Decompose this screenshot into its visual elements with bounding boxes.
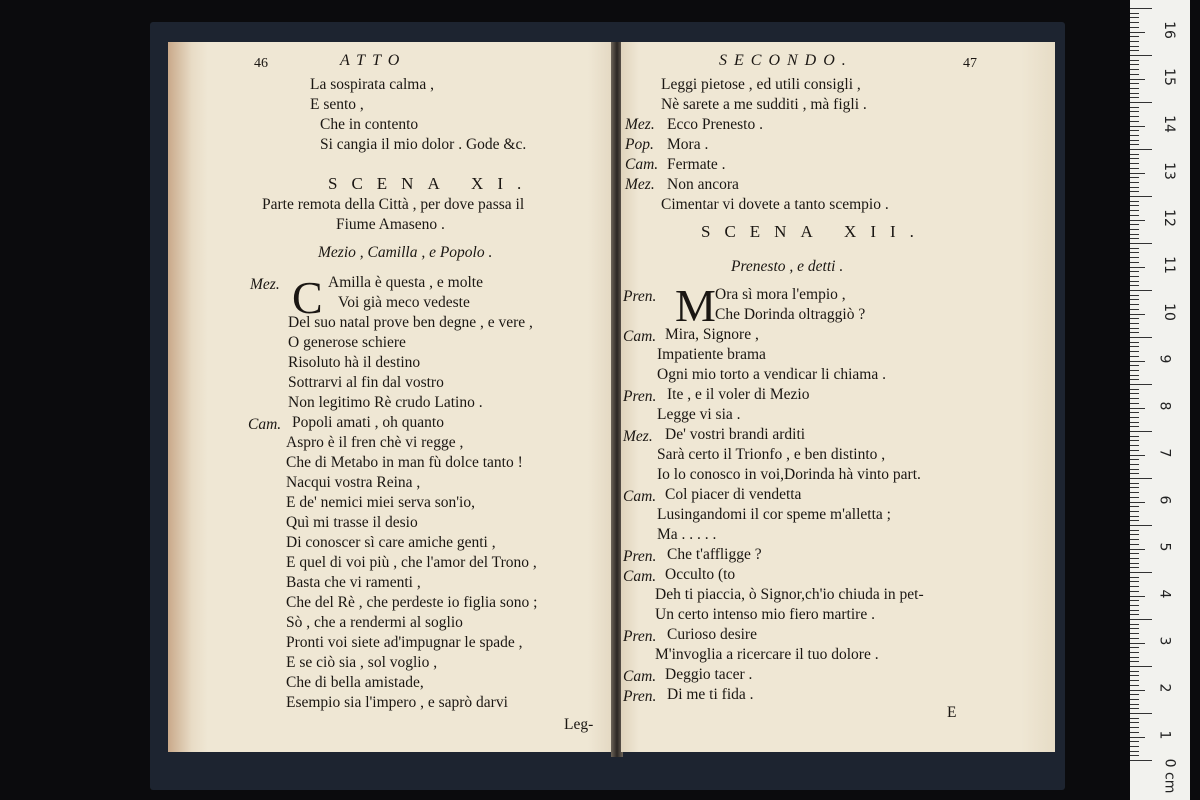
- ruler-tick: [1130, 755, 1139, 756]
- text-line: Voi già meco vedeste: [338, 294, 470, 311]
- ruler-tick: [1130, 262, 1139, 263]
- ruler-tick: [1130, 624, 1139, 625]
- ruler-label: 15: [1160, 68, 1177, 86]
- text-line: Ogni mio torto a vendicar li chiama .: [657, 366, 886, 383]
- text-line: Che del Rè , che perdeste io figlia sono ;: [286, 594, 538, 611]
- text-line: E quel di voi più , che l'amor del Trono ,: [286, 554, 537, 571]
- ruler-tick: [1130, 337, 1152, 338]
- ruler-tick: [1130, 13, 1139, 14]
- ruler-tick: [1130, 27, 1139, 28]
- text-line: Ite , e il voler di Mezio: [667, 386, 810, 403]
- signature-mark: E: [947, 704, 957, 721]
- speaker-label: Cam.: [623, 568, 657, 585]
- ruler-tick: [1130, 713, 1152, 714]
- ruler-tick: [1130, 511, 1139, 512]
- text-line: Del suo natal prove ben degne , e vere ,: [288, 314, 533, 331]
- ruler-tick: [1130, 690, 1145, 691]
- ruler-label: 2: [1156, 683, 1173, 693]
- ruler-tick: [1130, 93, 1139, 94]
- ruler-tick: [1130, 111, 1139, 112]
- ruler-tick: [1130, 8, 1152, 9]
- speaker-label: Pren.: [623, 388, 657, 405]
- text-line: Che Dorinda oltraggiò ?: [715, 306, 866, 323]
- ruler-tick: [1130, 408, 1145, 409]
- ruler-tick: [1130, 652, 1139, 653]
- right-page: [621, 42, 1055, 752]
- speaker-label: Pren.: [623, 288, 657, 305]
- text-line: Popoli amati , oh quanto: [292, 414, 444, 431]
- ruler-tick: [1130, 661, 1139, 662]
- ruler-label: 10: [1160, 303, 1177, 321]
- ruler-tick: [1130, 473, 1139, 474]
- ruler-tick: [1130, 74, 1139, 75]
- ruler-tick: [1130, 657, 1139, 658]
- ruler-tick: [1130, 46, 1139, 47]
- catchword: Leg-: [564, 716, 594, 733]
- ruler-tick: [1130, 346, 1139, 347]
- ruler-label: 6: [1156, 495, 1173, 505]
- text-line: Fermate .: [667, 156, 726, 173]
- ruler-tick: [1130, 285, 1139, 286]
- ruler-tick: [1130, 50, 1139, 51]
- ruler-label: 7: [1156, 448, 1173, 458]
- text-line: Di me ti fida .: [667, 686, 754, 703]
- ruler-tick: [1130, 450, 1139, 451]
- scene-heading-left: SCENA XI.: [328, 174, 536, 193]
- ruler-tick: [1130, 281, 1139, 282]
- ruler-tick: [1130, 328, 1139, 329]
- ruler-tick: [1130, 685, 1139, 686]
- speaker-label: Mez.: [250, 276, 280, 293]
- ruler-tick: [1130, 187, 1139, 188]
- running-head-left: ATTO: [340, 52, 407, 69]
- ruler-tick: [1130, 610, 1139, 611]
- ruler-tick: [1130, 158, 1139, 159]
- ruler-tick: [1130, 426, 1139, 427]
- ruler-tick: [1130, 299, 1139, 300]
- ruler-tick: [1130, 422, 1139, 423]
- ruler-tick: [1130, 116, 1139, 117]
- ruler-tick: [1130, 154, 1139, 155]
- text-line: Non legitimo Rè crudo Latino .: [288, 394, 483, 411]
- left-page: [168, 42, 613, 752]
- ruler-tick: [1130, 243, 1152, 244]
- ruler-tick: [1130, 534, 1139, 535]
- text-line: Pronti voi siete ad'impugnar le spade ,: [286, 634, 523, 651]
- text-line: Leggi pietose , ed utili consigli ,: [661, 76, 861, 93]
- ruler-tick: [1130, 539, 1139, 540]
- ruler-tick: [1130, 671, 1139, 672]
- ruler-tick: [1130, 525, 1152, 526]
- ruler-tick: [1130, 220, 1145, 221]
- text-line: Che di Metabo in man fù dolce tanto !: [286, 454, 523, 471]
- ruler-tick: [1130, 591, 1139, 592]
- ruler-tick: [1130, 342, 1139, 343]
- ruler-tick: [1130, 516, 1139, 517]
- ruler-tick: [1130, 370, 1139, 371]
- text-line: Lusingandomi il cor speme m'alletta ;: [657, 506, 891, 523]
- text-line: La sospirata calma ,: [310, 76, 434, 93]
- ruler-label: 9: [1156, 354, 1173, 364]
- text-line: Che t'affligge ?: [667, 546, 762, 563]
- ruler-tick: [1130, 41, 1139, 42]
- text-line: Quì mi trasse il desio: [286, 514, 418, 531]
- running-head-right: SECONDO.: [719, 52, 853, 69]
- text-line: Curioso desire: [667, 626, 757, 643]
- ruler-tick: [1130, 544, 1139, 545]
- ruler-tick: [1130, 83, 1139, 84]
- text-line: E se ciò sia , sol voglio ,: [286, 654, 438, 671]
- ruler-tick: [1130, 234, 1139, 235]
- ruler-tick: [1130, 737, 1145, 738]
- ruler-tick: [1130, 398, 1139, 399]
- text-line: Ora sì mora l'empio ,: [715, 286, 846, 303]
- ruler-tick: [1130, 130, 1139, 131]
- ruler-tick: [1130, 577, 1139, 578]
- speaker-label: Mez.: [625, 116, 655, 133]
- ruler-tick: [1130, 718, 1139, 719]
- ruler-tick: [1130, 760, 1152, 761]
- text-line: Impatiente brama: [657, 346, 766, 363]
- ruler-tick: [1130, 252, 1139, 253]
- text-line: Si cangia il mio dolor . Gode &c.: [320, 136, 527, 153]
- ruler-tick: [1130, 708, 1139, 709]
- ruler-tick: [1130, 549, 1145, 550]
- ruler-tick: [1130, 295, 1139, 296]
- ruler-tick: [1130, 487, 1139, 488]
- ruler-tick: [1130, 102, 1152, 103]
- ruler-tick: [1130, 563, 1139, 564]
- ruler-tick: [1130, 403, 1139, 404]
- ruler-tick: [1130, 144, 1139, 145]
- ruler-tick: [1130, 389, 1139, 390]
- ruler-tick: [1130, 440, 1139, 441]
- speaker-label: Cam.: [623, 668, 657, 685]
- ruler-tick: [1130, 614, 1139, 615]
- ruler-tick: [1130, 332, 1139, 333]
- scene-setting-line1: Parte remota della Città , per dove passa il: [262, 196, 525, 213]
- ruler-tick: [1130, 572, 1152, 573]
- ruler-tick: [1130, 478, 1152, 479]
- ruler-tick: [1130, 79, 1145, 80]
- ruler-tick: [1130, 351, 1139, 352]
- ruler-tick: [1130, 492, 1139, 493]
- ruler-tick: [1130, 205, 1139, 206]
- text-line: Io lo conosco in voi,Dorinda hà vinto part.: [657, 466, 921, 483]
- ruler-tick: [1130, 417, 1139, 418]
- ruler-tick: [1130, 60, 1139, 61]
- text-line: De' vostri brandi arditi: [665, 426, 806, 443]
- speaker-label: Pren.: [623, 688, 657, 705]
- text-line: Ecco Prenesto .: [667, 116, 763, 133]
- ruler-tick: [1130, 746, 1139, 747]
- ruler-tick: [1130, 741, 1139, 742]
- ruler-tick: [1130, 248, 1139, 249]
- ruler-tick: [1130, 126, 1145, 127]
- text-line: Sarà certo il Trionfo , e ben distinto ,: [657, 446, 886, 463]
- ruler-tick: [1130, 229, 1139, 230]
- text-line: Cimentar vi dovete a tanto scempio .: [661, 196, 889, 213]
- ruler-tick: [1130, 502, 1145, 503]
- cast-list-right: Prenesto , e detti .: [731, 258, 844, 275]
- ruler-tick: [1130, 581, 1139, 582]
- drop-cap-left: C: [292, 272, 323, 323]
- ruler-tick: [1130, 135, 1139, 136]
- text-line: E sento ,: [310, 96, 364, 113]
- ruler-tick: [1130, 586, 1139, 587]
- ruler-label: 0 cm: [1161, 758, 1178, 794]
- ruler-tick: [1130, 553, 1139, 554]
- ruler-tick: [1130, 497, 1139, 498]
- ruler-tick: [1130, 238, 1139, 239]
- text-line: Non ancora: [667, 176, 739, 193]
- text-line: Amilla è questa , e molte: [328, 274, 483, 291]
- ruler-tick: [1130, 464, 1139, 465]
- ruler-tick: [1130, 107, 1139, 108]
- ruler-label: 8: [1156, 401, 1173, 411]
- ruler-tick: [1130, 224, 1139, 225]
- ruler-tick: [1130, 201, 1139, 202]
- ruler-tick: [1130, 17, 1139, 18]
- speaker-label: Pren.: [623, 628, 657, 645]
- ruler-label: 3: [1156, 636, 1173, 646]
- text-line: Di conoscer sì care amiche genti ,: [286, 534, 496, 551]
- ruler-label: 14: [1160, 115, 1177, 133]
- text-line: Sò , che a rendermi al soglio: [286, 614, 463, 631]
- text-line: Esempio sia l'impero , e saprò darvi: [286, 694, 508, 711]
- ruler-tick: [1130, 469, 1139, 470]
- ruler-tick: [1130, 32, 1145, 33]
- text-line: Occulto (to: [665, 566, 736, 583]
- ruler-tick: [1130, 215, 1139, 216]
- text-line: M'invoglia a ricercare il tuo dolore .: [655, 646, 879, 663]
- ruler-tick: [1130, 22, 1139, 23]
- ruler-tick: [1130, 436, 1139, 437]
- speaker-label: Pop.: [625, 136, 654, 153]
- ruler-tick: [1130, 375, 1139, 376]
- ruler-tick: [1130, 455, 1145, 456]
- ruler-tick: [1130, 323, 1139, 324]
- page-number-right: 47: [963, 56, 977, 71]
- ruler-tick: [1130, 88, 1139, 89]
- ruler-tick: [1130, 121, 1139, 122]
- ruler-tick: [1130, 633, 1139, 634]
- ruler-tick: [1130, 675, 1139, 676]
- page-number-left: 46: [254, 56, 268, 71]
- speaker-label: Pren.: [623, 548, 657, 565]
- ruler-tick: [1130, 210, 1139, 211]
- ruler-tick: [1130, 140, 1139, 141]
- ruler-tick: [1130, 318, 1139, 319]
- ruler-tick: [1130, 459, 1139, 460]
- ruler-tick: [1130, 55, 1152, 56]
- ruler-tick: [1130, 619, 1152, 620]
- text-line: Legge vi sia .: [657, 406, 741, 423]
- ruler-tick: [1130, 36, 1139, 37]
- speaker-label: Mez.: [625, 176, 655, 193]
- ruler-tick: [1130, 647, 1139, 648]
- ruler-tick: [1130, 196, 1152, 197]
- ruler-tick: [1130, 182, 1139, 183]
- ruler-tick: [1130, 267, 1145, 268]
- ruler-tick: [1130, 520, 1139, 521]
- ruler-tick: [1130, 694, 1139, 695]
- text-line: Sottrarvi al fin dal vostro: [288, 374, 444, 391]
- ruler-label: 5: [1156, 542, 1173, 552]
- ruler-tick: [1130, 168, 1139, 169]
- scene-setting-line2: Fiume Amaseno .: [336, 216, 445, 233]
- text-line: Ma . . . . .: [657, 526, 717, 543]
- text-line: Un certo intenso mio fiero martire .: [655, 606, 875, 623]
- ruler-tick: [1130, 596, 1145, 597]
- ruler-tick: [1130, 412, 1139, 413]
- ruler-tick: [1130, 445, 1139, 446]
- ruler-tick: [1130, 356, 1139, 357]
- ruler-label: 4: [1156, 589, 1173, 599]
- text-line: Risoluto hà il destino: [288, 354, 421, 371]
- ruler-tick: [1130, 304, 1139, 305]
- ruler-tick: [1130, 379, 1139, 380]
- ruler-tick: [1130, 64, 1139, 65]
- ruler-tick: [1130, 567, 1139, 568]
- speaker-label: Cam.: [625, 156, 659, 173]
- ruler-label: 11: [1160, 256, 1177, 274]
- ruler-tick: [1130, 361, 1145, 362]
- text-line: Mora .: [667, 136, 709, 153]
- ruler-tick: [1130, 643, 1145, 644]
- cast-list-left: Mezio , Camilla , e Popolo .: [318, 244, 493, 261]
- scene-heading-right: SCENA XII.: [701, 222, 928, 241]
- text-line: O generose schiere: [288, 334, 406, 351]
- text-line: Che di bella amistade,: [286, 674, 424, 691]
- ruler-tick: [1130, 600, 1139, 601]
- speaker-label: Cam.: [623, 488, 657, 505]
- ruler-tick: [1130, 173, 1145, 174]
- ruler-tick: [1130, 628, 1139, 629]
- ruler-tick: [1130, 638, 1139, 639]
- ruler-tick: [1130, 257, 1139, 258]
- text-line: Che in contento: [320, 116, 419, 133]
- measurement-ruler: [1130, 0, 1190, 800]
- ruler-tick: [1130, 483, 1139, 484]
- ruler-tick: [1130, 751, 1139, 752]
- speaker-label: Cam.: [248, 416, 282, 433]
- ruler-tick: [1130, 558, 1139, 559]
- ruler-tick: [1130, 163, 1139, 164]
- ruler-tick: [1130, 732, 1139, 733]
- ruler-tick: [1130, 290, 1152, 291]
- ruler-tick: [1130, 314, 1145, 315]
- text-line: Col piacer di vendetta: [665, 486, 802, 503]
- ruler-tick: [1130, 506, 1139, 507]
- text-line: E de' nemici miei serva son'io,: [286, 494, 475, 511]
- ruler-tick: [1130, 177, 1139, 178]
- text-line: Aspro è il fren chè vi regge ,: [286, 434, 464, 451]
- ruler-tick: [1130, 393, 1139, 394]
- ruler-label: 16: [1160, 21, 1177, 39]
- text-line: Nacqui vostra Reina ,: [286, 474, 421, 491]
- speaker-label: Mez.: [623, 428, 653, 445]
- ruler-tick: [1130, 727, 1139, 728]
- drop-cap-right: M: [675, 280, 716, 331]
- ruler-tick: [1130, 276, 1139, 277]
- ruler-tick: [1130, 704, 1139, 705]
- ruler-tick: [1130, 431, 1152, 432]
- speaker-label: Cam.: [623, 328, 657, 345]
- ruler-tick: [1130, 309, 1139, 310]
- ruler-tick: [1130, 699, 1139, 700]
- ruler-tick: [1130, 271, 1139, 272]
- ruler-tick: [1130, 384, 1152, 385]
- ruler-tick: [1130, 722, 1139, 723]
- ruler-label: 12: [1160, 209, 1177, 227]
- ruler-tick: [1130, 149, 1152, 150]
- ruler-tick: [1130, 680, 1139, 681]
- text-line: Deggio tacer .: [665, 666, 753, 683]
- text-line: Nè sarete a me sudditi , mà figli .: [661, 96, 867, 113]
- ruler-tick: [1130, 605, 1139, 606]
- text-line: Deh ti piaccia, ò Signor,ch'io chiuda in pet-: [655, 586, 924, 603]
- ruler-tick: [1130, 530, 1139, 531]
- text-line: Mira, Signore ,: [665, 326, 759, 343]
- ruler-tick: [1130, 97, 1139, 98]
- ruler-tick: [1130, 365, 1139, 366]
- ruler-tick: [1130, 69, 1139, 70]
- ruler-label: 13: [1160, 162, 1177, 180]
- ruler-label: 1: [1156, 730, 1173, 740]
- ruler-tick: [1130, 666, 1152, 667]
- ruler-tick: [1130, 191, 1139, 192]
- text-line: Basta che vi ramenti ,: [286, 574, 421, 591]
